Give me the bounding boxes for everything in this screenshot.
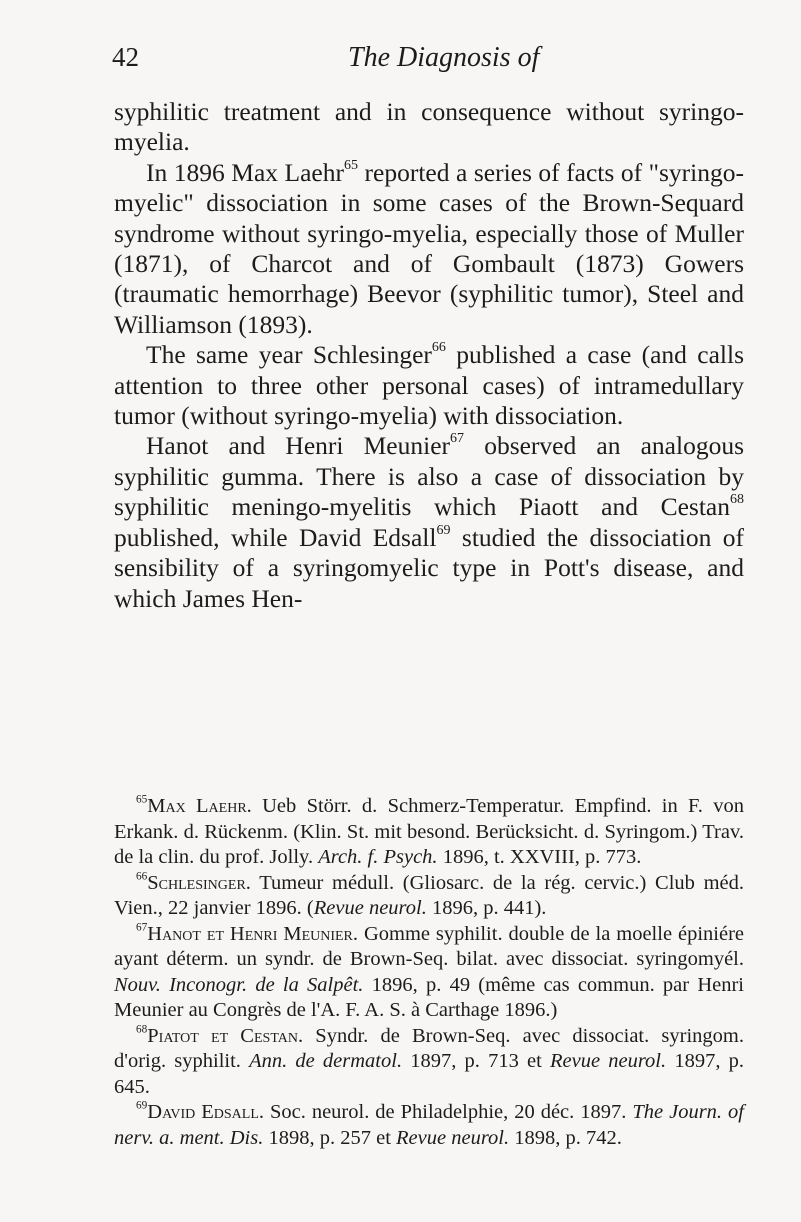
footnote-text: 1898, p. 742.	[509, 1126, 622, 1149]
footnote-text: 1897, p. 645.	[114, 1050, 744, 1098]
footnote-number: 68	[136, 1022, 148, 1035]
footnote-journal: Revue neurol.	[550, 1050, 667, 1072]
footnote-text: Ueb Störr. d. Schmerz-Temperatur. Empfind. in F. von Erkank. d. Rückenm. (Klin. St. mit besond. Berücksicht. d. Syringom.) Trav. de la clin. du prof. Jolly.	[114, 795, 744, 868]
footnote-author: Max Laehr.	[147, 795, 252, 817]
footnote	[114, 922, 744, 1024]
paragraph	[114, 97, 744, 158]
footnote	[114, 1100, 744, 1151]
footnote-ref: 67	[450, 431, 465, 447]
footnote-ref: 65	[344, 157, 359, 173]
paragraph	[114, 431, 744, 613]
page-number: 42	[112, 42, 139, 72]
footnote-number: 67	[136, 920, 148, 933]
footnote-ref: 66	[431, 340, 446, 356]
footnote-journal: Nouv. Inconogr. de la Salpêt.	[114, 973, 364, 996]
paragraph-text: The same year Schlesinger	[146, 340, 432, 370]
paragraph-text: syphilitic treatment and in consequence without syringo-myelia.	[114, 97, 744, 157]
paragraph-text: Hanot and Henri Meunier	[146, 431, 451, 461]
paragraph-text: published, while David Edsall	[114, 522, 437, 552]
paragraph	[114, 158, 744, 340]
footnote-text: 1896, t. XXVIII, p. 773.	[437, 846, 642, 868]
footnote-journal: Revue neurol.	[396, 1126, 510, 1149]
footnote-text: 1896, p. 49 (même cas commun. par Henri Meunier au Congrès de l'A. F. A. S. à Carthage 1896.)	[114, 973, 744, 1021]
footnote-journal: Arch. f. Psych.	[318, 846, 438, 868]
footnote-number: 69	[136, 1099, 148, 1112]
footnote-text: 1897, p. 713 et	[402, 1050, 550, 1072]
paragraph	[114, 340, 744, 431]
footnote-text: Soc. neurol. de Philadelphie, 20 déc. 1897.	[264, 1101, 633, 1123]
footnote-author: Schlesinger.	[147, 871, 251, 894]
footnote-author: Piatot et Cestan.	[147, 1024, 304, 1047]
footnote	[114, 871, 744, 922]
footnotes	[114, 794, 744, 1151]
paragraph-text: observed an analogous syphilitic gumma. There is also a case of dissociation by syphilitic meningo-myelitis which Piaott and Cestan	[114, 431, 744, 522]
footnote-journal: Ann. de dermatol.	[249, 1050, 403, 1072]
footnote-journal: The Journ. of nerv. a. ment. Dis.	[114, 1101, 744, 1149]
paragraph-text: published a case (and calls attention to three other personal cases) of intramedullary tumor (without syringo-myelia) with dissociation.	[114, 340, 744, 431]
footnote	[114, 1024, 744, 1101]
footnote-author: Hanot et Henri Meunier.	[147, 922, 359, 945]
footnote-number: 65	[136, 793, 148, 806]
page-header	[0, 38, 801, 78]
footnote-text: Tumeur médull. (Gliosarc. de la rég. cervic.) Club méd. Vien., 22 janvier 1896. (	[114, 871, 744, 919]
footnote-text: 1896, p. 441).	[426, 897, 547, 919]
paragraph-text: studied the dissociation of sensibility of a syringomyelic type in Pott's disease, and which James Hen-	[114, 522, 744, 613]
paragraph-text: In 1896 Max Laehr	[146, 157, 344, 187]
paragraph-text: reported a series of facts of "syringo-myelic" dissociation in some cases of the Brown-Sequard syndrome without syringo-myelia, especially those of Muller (1871), of Charcot and of Gombault (1873) Gowers (traumatic hemorrhage) Beevor (syphilitic tumor), Steel and Williamson (1893).	[114, 157, 744, 339]
footnote-ref: 68	[729, 492, 744, 508]
footnote-number: 66	[136, 869, 148, 882]
footnote-ref: 69	[436, 522, 451, 538]
footnote-text: 1898, p. 257 et	[263, 1126, 397, 1149]
footnote-journal: Revue neurol.	[313, 897, 427, 919]
footnote-text: Gomme syphilit. double de la moelle épiniére ayant déterm. un syndr. de Brown-Seq. bilat. avec dissociat. syringomyél.	[114, 922, 744, 970]
running-title: The Diagnosis of	[348, 42, 540, 73]
footnote	[114, 794, 744, 871]
body-text	[114, 97, 744, 614]
footnote-text: Syndr. de Brown-Seq. avec dissociat. syringom. d'orig. syphilit.	[114, 1024, 744, 1072]
footnote-author: David Edsall.	[147, 1101, 264, 1123]
